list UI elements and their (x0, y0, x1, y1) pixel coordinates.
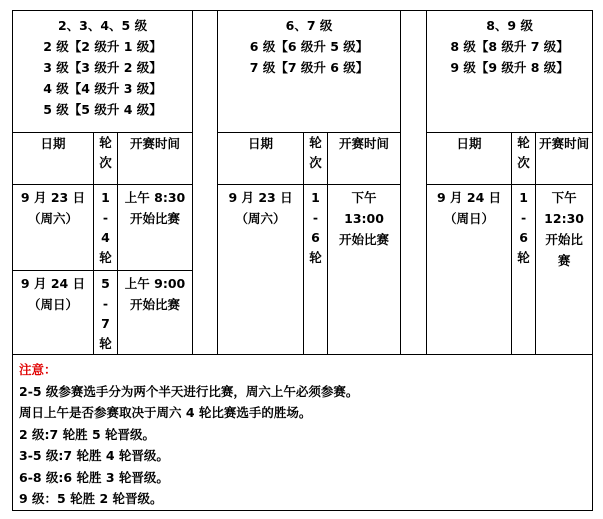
group-2-title: 6、7 级 (285, 18, 333, 33)
group-3-promotion: 9 级【9 级升 8 级】 (450, 60, 569, 75)
round-header: 轮 次 (94, 133, 118, 185)
group-3-promotion: 8 级【8 级升 7 级】 (450, 39, 569, 54)
note-line: 9 级：5 轮胜 2 轮晋级。 (19, 491, 163, 506)
round-header: 轮 次 (512, 133, 536, 185)
session-time: 上午 9:00 开始比赛 (118, 271, 193, 355)
date-header: 日期 (427, 133, 512, 185)
group-2-header (218, 11, 401, 133)
session-round: 5 - 7 轮 (94, 271, 118, 355)
time-header: 开赛时间 (118, 133, 193, 185)
note-line: 周日上午是否参赛取决于周六 4 轮比赛选手的胜场。 (19, 405, 312, 420)
note-line: 2 级:7 轮胜 5 轮晋级。 (19, 426, 155, 442)
group-1-promotion: 5 级【5 级升 4 级】 (43, 102, 162, 117)
note-line: 6-8 级:6 轮胜 3 轮晋级。 (19, 469, 169, 485)
session-date: 9 月 24 日 （周日） (13, 271, 94, 355)
notes-title: 注意： (19, 362, 57, 377)
group-2-promotion: 7 级【7 级升 6 级】 (249, 60, 369, 75)
session-round: 1 - 6 轮 (304, 185, 328, 355)
date-header: 日期 (218, 133, 304, 185)
session-date: 9 月 23 日 （周六） (13, 185, 94, 271)
schedule-table (12, 10, 593, 511)
group-3-title: 8、9 级 (486, 18, 533, 33)
note-line: 3-5 级:7 轮胜 4 轮晋级。 (19, 448, 169, 463)
column-gap (401, 11, 427, 355)
round-header: 轮 次 (304, 133, 328, 185)
group-1-promotion: 2 级【2 级升 1 级】 (43, 39, 162, 54)
time-header: 开赛时间 (536, 133, 593, 185)
column-gap (193, 11, 218, 355)
group-1-promotion: 4 级【4 级升 3 级】 (43, 81, 162, 96)
session-round: 1 - 6 轮 (512, 185, 536, 355)
group-3-header (427, 11, 593, 133)
session-date: 9 月 24 日 （周日） (427, 185, 512, 355)
date-header: 日期 (13, 133, 94, 185)
session-time: 下午 13:00 开始比赛 (328, 185, 401, 355)
group-2-promotion: 6 级【6 级升 5 级】 (249, 39, 369, 54)
session-date: 9 月 23 日 （周六） (218, 185, 304, 355)
group-1-header (13, 11, 193, 133)
time-header: 开赛时间 (328, 133, 401, 185)
notes-section (13, 355, 593, 511)
session-time: 上午 8:30 开始比赛 (118, 185, 193, 271)
session-time: 下午 12:30 开始比 赛 (536, 185, 593, 355)
session-round: 1 - 4 轮 (94, 185, 118, 271)
note-line: 2-5 级参赛选手分为两个半天进行比赛，周六上午必须参赛。 (19, 383, 359, 399)
group-1-title: 2、3、4、5 级 (57, 18, 148, 33)
group-1-promotion: 3 级【3 级升 2 级】 (43, 60, 162, 75)
